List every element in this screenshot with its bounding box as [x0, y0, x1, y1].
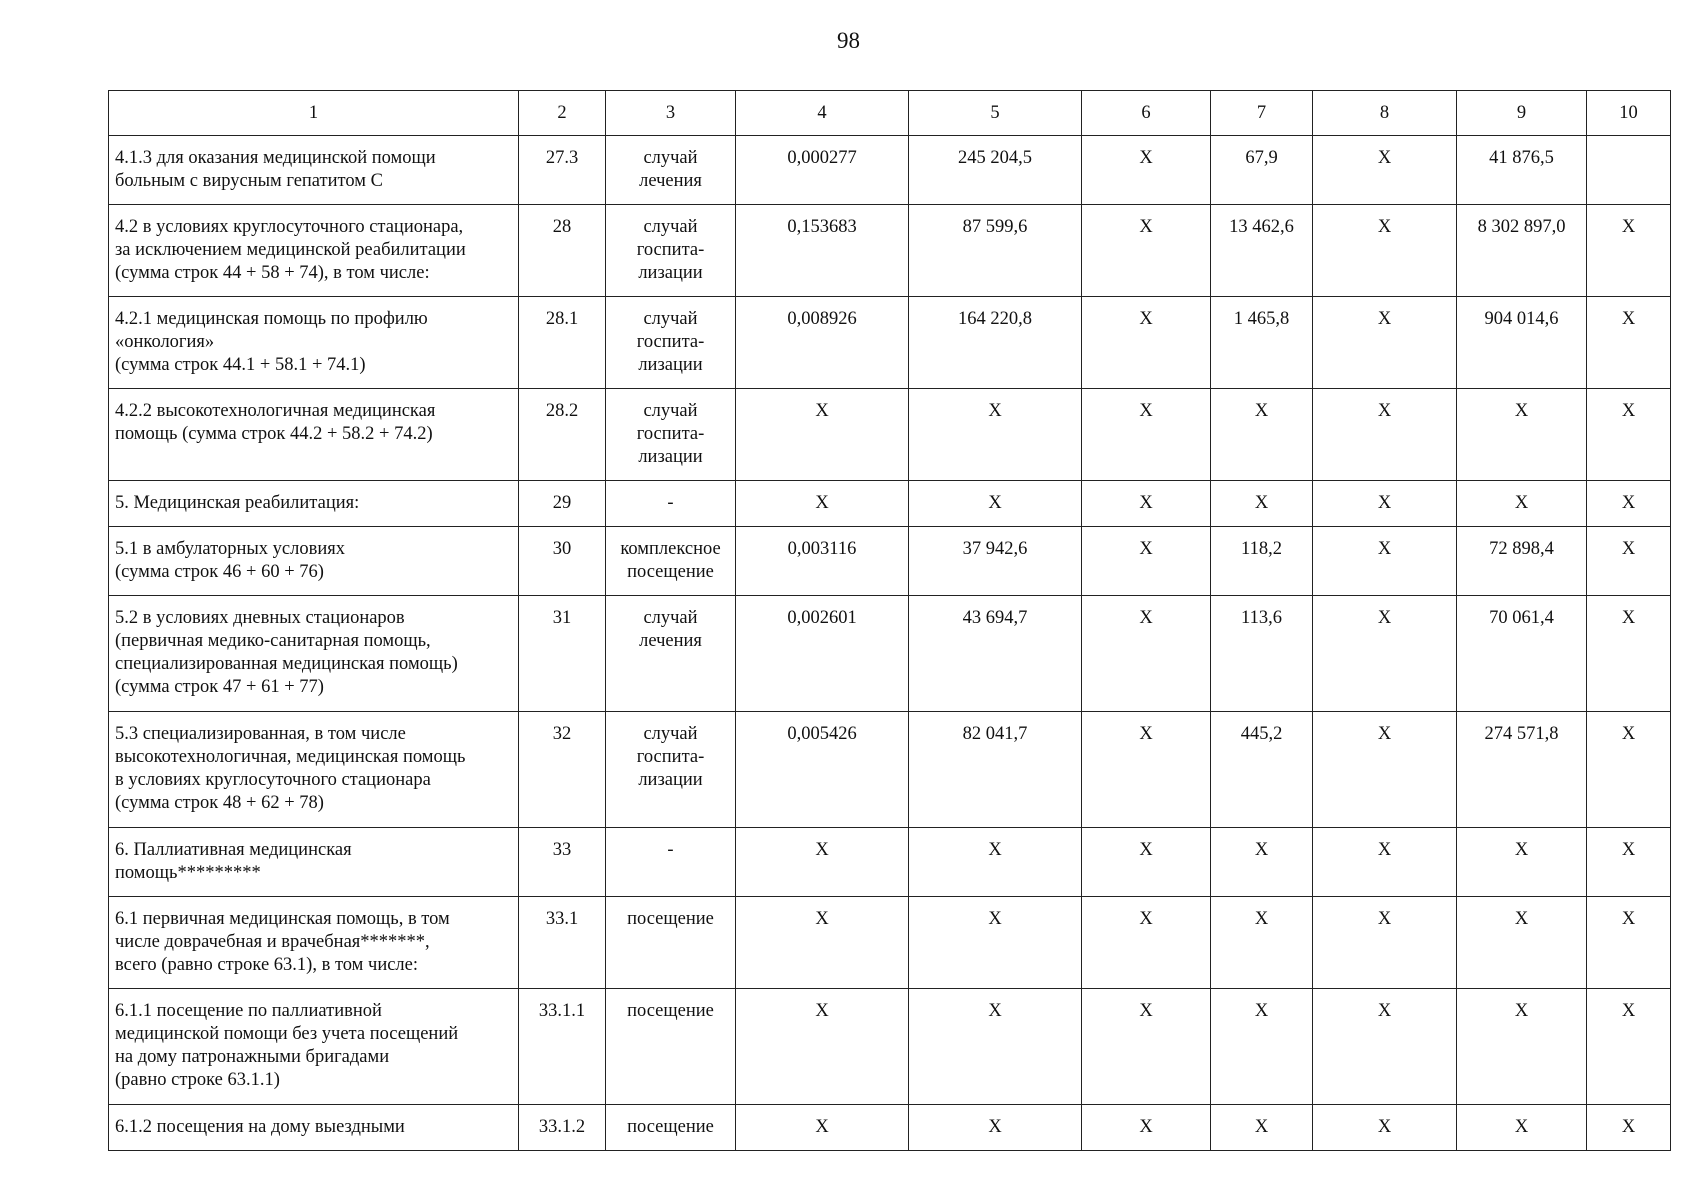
table-cell: Х: [1211, 1105, 1313, 1151]
table-row: [109, 1105, 1671, 1151]
table-cell: 274 571,8: [1457, 712, 1587, 828]
column-number-cell: 7: [1211, 91, 1313, 136]
table-cell: -: [606, 481, 736, 527]
table-cell: 67,9: [1211, 136, 1313, 205]
row-description-cell: 5.2 в условиях дневных стационаров (первичная медико-санитарная помощь, специализированная медицинская помощь) (сумма строк 47 + 61 + 77): [109, 596, 519, 712]
table-cell: 70 061,4: [1457, 596, 1587, 712]
table-cell: 30: [519, 527, 606, 596]
table-cell: Х: [1313, 596, 1457, 712]
table-cell: 113,6: [1211, 596, 1313, 712]
table-cell: 445,2: [1211, 712, 1313, 828]
table-cell: 32: [519, 712, 606, 828]
table-cell: Х: [1313, 389, 1457, 481]
table-row: [109, 897, 1671, 989]
table-cell: 33.1.1: [519, 989, 606, 1105]
table-cell: 28.2: [519, 389, 606, 481]
row-description-cell: 6. Паллиативная медицинская помощь*********: [109, 828, 519, 897]
table-cell: 904 014,6: [1457, 297, 1587, 389]
table-cell: Х: [1211, 481, 1313, 527]
table-cell: Х: [1457, 828, 1587, 897]
table-cell: 0,005426: [736, 712, 909, 828]
column-number-cell: 2: [519, 91, 606, 136]
row-description-cell: 6.1.2 посещения на дому выездными: [109, 1105, 519, 1151]
table-cell: Х: [1457, 897, 1587, 989]
table-cell: 0,153683: [736, 205, 909, 297]
table-cell: Х: [1082, 527, 1211, 596]
table-cell: Х: [909, 1105, 1082, 1151]
table-cell: 8 302 897,0: [1457, 205, 1587, 297]
table-row: [109, 297, 1671, 389]
table-row: [109, 136, 1671, 205]
table-header-row: [109, 91, 1671, 136]
table-cell: Х: [909, 989, 1082, 1105]
table-row: [109, 389, 1671, 481]
column-number-cell: 5: [909, 91, 1082, 136]
table-cell: Х: [736, 1105, 909, 1151]
table-cell: Х: [1587, 596, 1671, 712]
table-cell: Х: [1587, 481, 1671, 527]
row-description-cell: 5.3 специализированная, в том числе высокотехнологичная, медицинская помощь в условиях круглосуточного стационара (сумма строк 48 + 62 + 78): [109, 712, 519, 828]
table-cell: Х: [1587, 205, 1671, 297]
row-description-cell: 6.1 первичная медицинская помощь, в том числе доврачебная и врачебная*******, всего (равно строке 63.1), в том числе:: [109, 897, 519, 989]
table-cell: Х: [1082, 712, 1211, 828]
table-cell: комплексное посещение: [606, 527, 736, 596]
column-number-cell: 4: [736, 91, 909, 136]
table-cell: Х: [1082, 205, 1211, 297]
column-number-cell: 6: [1082, 91, 1211, 136]
table-cell: 82 041,7: [909, 712, 1082, 828]
table-cell: посещение: [606, 1105, 736, 1151]
row-description-cell: 4.1.3 для оказания медицинской помощи больным с вирусным гепатитом С: [109, 136, 519, 205]
column-number-cell: 8: [1313, 91, 1457, 136]
table-cell: Х: [1082, 1105, 1211, 1151]
row-description-cell: 4.2 в условиях круглосуточного стационара, за исключением медицинской реабилитации (сумма строк 44 + 58 + 74), в том числе:: [109, 205, 519, 297]
column-number-cell: 1: [109, 91, 519, 136]
table-cell: 0,003116: [736, 527, 909, 596]
table-cell: случай госпита- лизации: [606, 297, 736, 389]
table-cell: Х: [1457, 481, 1587, 527]
table-cell: 0,000277: [736, 136, 909, 205]
table-cell: Х: [1313, 527, 1457, 596]
table-cell: Х: [1313, 136, 1457, 205]
table-cell: Х: [736, 481, 909, 527]
table-cell: Х: [736, 828, 909, 897]
table-cell: Х: [1587, 527, 1671, 596]
table-cell: 31: [519, 596, 606, 712]
table-cell: Х: [1313, 1105, 1457, 1151]
table-row: [109, 205, 1671, 297]
table-cell: случай госпита- лизации: [606, 205, 736, 297]
row-description-cell: 5.1 в амбулаторных условиях (сумма строк 46 + 60 + 76): [109, 527, 519, 596]
table-cell: Х: [1313, 828, 1457, 897]
table-cell: 37 942,6: [909, 527, 1082, 596]
table-cell: Х: [1313, 989, 1457, 1105]
table-cell: Х: [1587, 389, 1671, 481]
table-cell: Х: [1313, 297, 1457, 389]
table-cell: Х: [1082, 596, 1211, 712]
table-cell: посещение: [606, 989, 736, 1105]
table-cell: 72 898,4: [1457, 527, 1587, 596]
table-cell: Х: [1082, 136, 1211, 205]
table-cell: случай госпита- лизации: [606, 389, 736, 481]
table-cell: 118,2: [1211, 527, 1313, 596]
table-cell: Х: [736, 989, 909, 1105]
table-cell: Х: [1457, 389, 1587, 481]
table-cell: 33.1.2: [519, 1105, 606, 1151]
table-cell: Х: [909, 828, 1082, 897]
table-cell: -: [606, 828, 736, 897]
table-cell: Х: [1313, 897, 1457, 989]
table-cell: 245 204,5: [909, 136, 1082, 205]
table-cell: 164 220,8: [909, 297, 1082, 389]
table-cell: Х: [1587, 989, 1671, 1105]
table-cell: Х: [736, 897, 909, 989]
table-cell: Х: [1313, 712, 1457, 828]
table-cell: 0,008926: [736, 297, 909, 389]
table-cell: Х: [736, 389, 909, 481]
table-cell: случай лечения: [606, 136, 736, 205]
table-row: [109, 712, 1671, 828]
data-table: [108, 90, 1671, 1151]
table-cell: 1 465,8: [1211, 297, 1313, 389]
table-cell: 87 599,6: [909, 205, 1082, 297]
table-cell: Х: [1313, 481, 1457, 527]
page-number: 98: [837, 28, 860, 53]
table-cell: 33: [519, 828, 606, 897]
table-cell: случай госпита- лизации: [606, 712, 736, 828]
table-cell: Х: [909, 481, 1082, 527]
table-cell: 28.1: [519, 297, 606, 389]
table-cell: Х: [909, 897, 1082, 989]
table-cell: Х: [1211, 389, 1313, 481]
table-cell: Х: [1211, 828, 1313, 897]
row-description-cell: 6.1.1 посещение по паллиативной медицинской помощи без учета посещений на дому патронажными бригадами (равно строке 63.1.1): [109, 989, 519, 1105]
row-description-cell: 5. Медицинская реабилитация:: [109, 481, 519, 527]
table-cell: Х: [1082, 389, 1211, 481]
table-cell: случай лечения: [606, 596, 736, 712]
table-cell: 43 694,7: [909, 596, 1082, 712]
table-cell: Х: [1211, 897, 1313, 989]
table-cell: Х: [1082, 989, 1211, 1105]
table-cell: Х: [909, 389, 1082, 481]
table-row: [109, 596, 1671, 712]
table-cell: [1587, 136, 1671, 205]
table-cell: Х: [1587, 897, 1671, 989]
table-cell: Х: [1211, 989, 1313, 1105]
table-cell: 0,002601: [736, 596, 909, 712]
column-number-cell: 3: [606, 91, 736, 136]
table-cell: Х: [1082, 297, 1211, 389]
table-row: [109, 527, 1671, 596]
table-cell: Х: [1587, 828, 1671, 897]
table-row: [109, 481, 1671, 527]
table-cell: 33.1: [519, 897, 606, 989]
column-number-cell: 9: [1457, 91, 1587, 136]
table-cell: Х: [1313, 205, 1457, 297]
table-cell: 13 462,6: [1211, 205, 1313, 297]
table-cell: Х: [1457, 1105, 1587, 1151]
table-cell: Х: [1082, 828, 1211, 897]
table-row: [109, 828, 1671, 897]
table-cell: Х: [1587, 712, 1671, 828]
table-cell: посещение: [606, 897, 736, 989]
table-cell: Х: [1082, 897, 1211, 989]
table-cell: Х: [1587, 297, 1671, 389]
column-number-cell: 10: [1587, 91, 1671, 136]
table-cell: 27.3: [519, 136, 606, 205]
table-cell: 28: [519, 205, 606, 297]
row-description-cell: 4.2.2 высокотехнологичная медицинская помощь (сумма строк 44.2 + 58.2 + 74.2): [109, 389, 519, 481]
table-cell: Х: [1082, 481, 1211, 527]
table-cell: Х: [1587, 1105, 1671, 1151]
table-cell: 41 876,5: [1457, 136, 1587, 205]
table-cell: 29: [519, 481, 606, 527]
row-description-cell: 4.2.1 медицинская помощь по профилю «онкология» (сумма строк 44.1 + 58.1 + 74.1): [109, 297, 519, 389]
table-cell: Х: [1457, 989, 1587, 1105]
table-row: [109, 989, 1671, 1105]
